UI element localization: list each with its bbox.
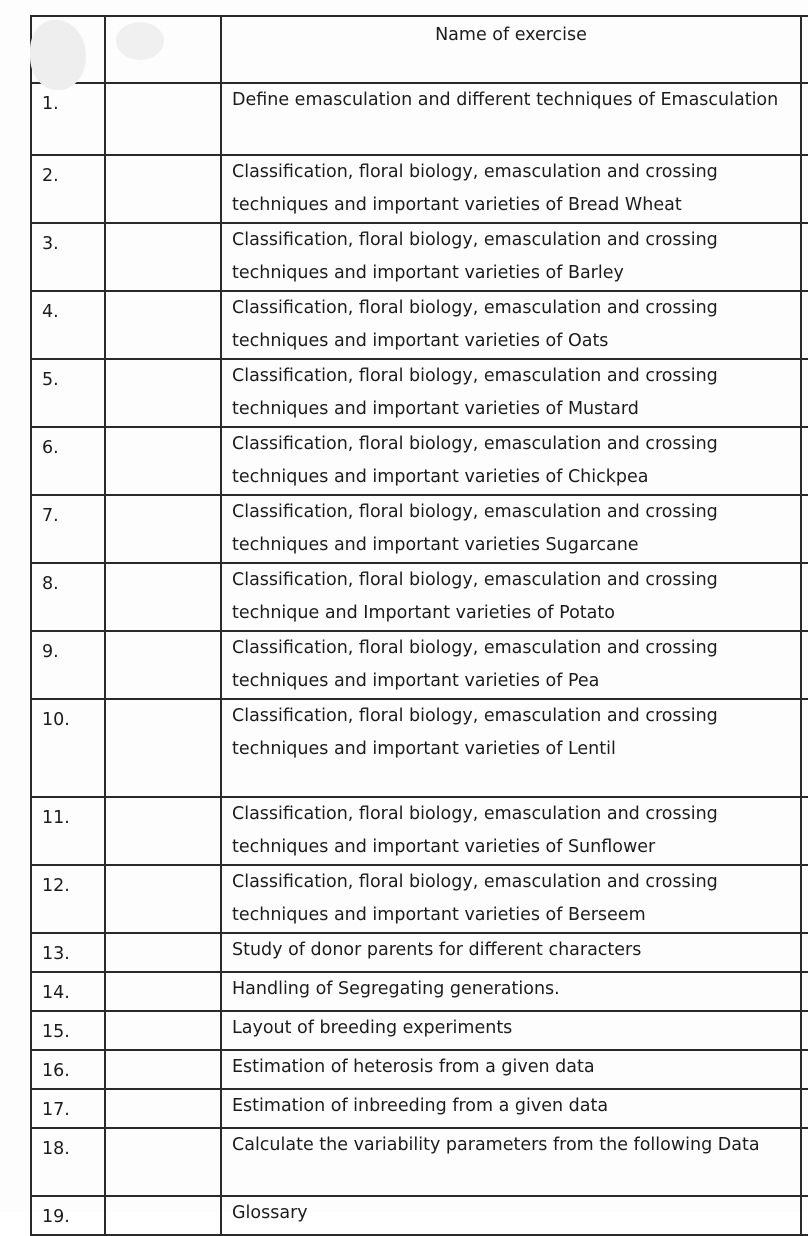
- table-row: [31, 933, 808, 972]
- exercise-name: Classification, floral biology, emasculation and crossing techniques and important varieties of Mustard: [221, 359, 801, 427]
- table-row: [31, 1089, 808, 1128]
- exercise-name: Estimation of heterosis from a given data: [221, 1050, 801, 1089]
- blank-cell: [105, 155, 221, 223]
- exercise-name: Handling of Segregating generations.: [221, 972, 801, 1011]
- exercise-name: Classification, floral biology, emasculation and crossing techniques and important varieties of Barley: [221, 223, 801, 291]
- row-number: 19.: [31, 1196, 105, 1235]
- exercise-name: Define emasculation and different techniques of Emasculation: [221, 83, 801, 155]
- edge-cell: [801, 291, 808, 359]
- blank-cell: [105, 933, 221, 972]
- edge-cell: [801, 223, 808, 291]
- row-number: 8.: [31, 563, 105, 631]
- header-name-cell: Name of exercise: [221, 16, 801, 83]
- table-row: [31, 1050, 808, 1089]
- row-number: 2.: [31, 155, 105, 223]
- edge-cell: [801, 631, 808, 699]
- row-number: 1.: [31, 83, 105, 155]
- exercise-name: Classification, floral biology, emasculation and crossing techniques and important varieties of Chickpea: [221, 427, 801, 495]
- table-row: [31, 155, 808, 223]
- blank-cell: [105, 1089, 221, 1128]
- edge-cell: [801, 865, 808, 933]
- row-number: 17.: [31, 1089, 105, 1128]
- edge-cell: [801, 972, 808, 1011]
- exercise-name: Estimation of inbreeding from a given data: [221, 1089, 801, 1128]
- edge-cell: [801, 1196, 808, 1235]
- row-number: 3.: [31, 223, 105, 291]
- table-row: [31, 427, 808, 495]
- row-number: 15.: [31, 1011, 105, 1050]
- row-number: 10.: [31, 699, 105, 797]
- edge-cell: [801, 359, 808, 427]
- exercise-name: Classification, floral biology, emasculation and crossing techniques and important varieties of Oats: [221, 291, 801, 359]
- blank-cell: [105, 563, 221, 631]
- exercise-name: Calculate the variability parameters from the following Data: [221, 1128, 801, 1196]
- row-number: 4.: [31, 291, 105, 359]
- table-row: [31, 972, 808, 1011]
- table-row: [31, 797, 808, 865]
- edge-cell: [801, 1128, 808, 1196]
- table-row: [31, 1011, 808, 1050]
- exercise-name: Classification, floral biology, emasculation and crossing techniques and important varieties of Lentil: [221, 699, 801, 797]
- edge-cell: [801, 83, 808, 155]
- blank-cell: [105, 291, 221, 359]
- exercise-name: Classification, floral biology, emasculation and crossing techniques and important varieties Sugarcane: [221, 495, 801, 563]
- row-number: 14.: [31, 972, 105, 1011]
- row-number: 16.: [31, 1050, 105, 1089]
- exercise-name: Layout of breeding experiments: [221, 1011, 801, 1050]
- row-number: 11.: [31, 797, 105, 865]
- edge-cell: [801, 933, 808, 972]
- exercise-name: Classification, floral biology, emasculation and crossing techniques and important varieties of Pea: [221, 631, 801, 699]
- edge-cell: [801, 563, 808, 631]
- table-row: [31, 699, 808, 797]
- edge-cell: [801, 427, 808, 495]
- blank-cell: [105, 797, 221, 865]
- edge-cell: [801, 1050, 808, 1089]
- row-number: 5.: [31, 359, 105, 427]
- row-number: 7.: [31, 495, 105, 563]
- table-row: [31, 291, 808, 359]
- blank-cell: [105, 631, 221, 699]
- edge-cell: [801, 797, 808, 865]
- edge-cell: [801, 1011, 808, 1050]
- blank-cell: [105, 699, 221, 797]
- table-row: [31, 631, 808, 699]
- table-row: [31, 223, 808, 291]
- table-row: [31, 359, 808, 427]
- exercise-name: Classification, floral biology, emasculation and crossing techniques and important varieties of Sunflower: [221, 797, 801, 865]
- scan-blot: [116, 22, 164, 60]
- blank-cell: [105, 83, 221, 155]
- blank-cell: [105, 972, 221, 1011]
- scan-blot: [30, 20, 86, 90]
- row-number: 12.: [31, 865, 105, 933]
- row-number: 13.: [31, 933, 105, 972]
- exercise-name: Glossary: [221, 1196, 801, 1235]
- blank-cell: [105, 495, 221, 563]
- blank-cell: [105, 1011, 221, 1050]
- table-row: [31, 563, 808, 631]
- edge-cell: [801, 699, 808, 797]
- blank-cell: [105, 865, 221, 933]
- table-row: [31, 1196, 808, 1235]
- table-row: [31, 1128, 808, 1196]
- blank-cell: [105, 1050, 221, 1089]
- edge-cell: [801, 1089, 808, 1128]
- table-row: [31, 495, 808, 563]
- exercise-name: Study of donor parents for different characters: [221, 933, 801, 972]
- header-edge-cell: [801, 16, 808, 83]
- blank-cell: [105, 1128, 221, 1196]
- row-number: 6.: [31, 427, 105, 495]
- exercise-name: Classification, floral biology, emasculation and crossing techniques and important varieties of Bread Wheat: [221, 155, 801, 223]
- exercise-name: Classification, floral biology, emasculation and crossing techniques and important varieties of Berseem: [221, 865, 801, 933]
- exercise-name: Classification, floral biology, emasculation and crossing technique and Important varieties of Potato: [221, 563, 801, 631]
- row-number: 18.: [31, 1128, 105, 1196]
- row-number: 9.: [31, 631, 105, 699]
- blank-cell: [105, 427, 221, 495]
- table-row: [31, 865, 808, 933]
- table-row: [31, 83, 808, 155]
- edge-cell: [801, 495, 808, 563]
- blank-cell: [105, 223, 221, 291]
- blank-cell: [105, 359, 221, 427]
- blank-cell: [105, 1196, 221, 1235]
- edge-cell: [801, 155, 808, 223]
- exercise-table: [30, 15, 808, 1236]
